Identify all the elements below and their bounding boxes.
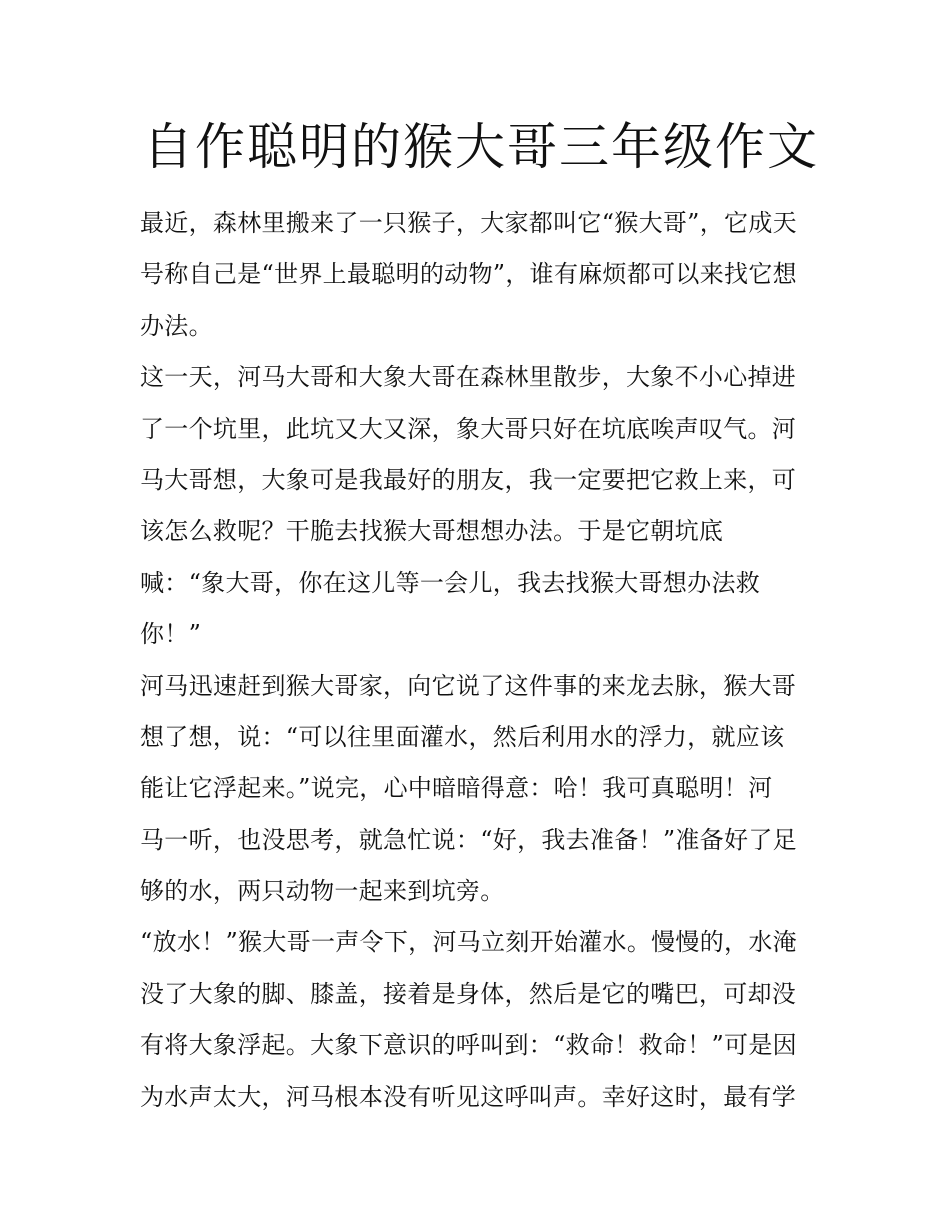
text-line: 这一天，河马大哥和大象大哥在森林里散步，大象不小心掉进 [140,363,797,392]
text-line: 有将大象浮起。大象下意识的呼叫到：“救命！救命！”可是因 [140,1031,797,1060]
document-body [140,198,820,1123]
document-title: 自作聪明的猴大哥三年级作文 [143,118,819,176]
text-line: 没了大象的脚、膝盖，接着是身体，然后是它的嘴巴，可却没 [140,979,797,1008]
text-line: 河马迅速赶到猴大哥家，向它说了这件事的来龙去脉，猴大哥 [140,671,797,700]
text-line: 马一听，也没思考，就急忙说：“好，我去准备！”准备好了足 [140,825,797,854]
text-line: 马大哥想，大象可是我最好的朋友，我一定要把它救上来，可 [140,465,797,494]
text-line: 办法。 [140,311,213,340]
text-line: 为水声太大，河马根本没有听见这呼叫声。幸好这时，最有学 [140,1082,797,1111]
text-line: 最近，森林里搬来了一只猴子，大家都叫它“猴大哥”，它成天 [140,209,797,237]
text-line: 你！” [140,620,202,649]
text-line: 了一个坑里，此坑又大又深，象大哥只好在坑底唉声叹气。河 [140,414,797,443]
text-line: 喊：“象大哥，你在这儿等一会儿，我去找猴大哥想办法救 [140,568,761,597]
text-line: 想了想，说：“可以往里面灌水，然后利用水的浮力，就应该 [140,722,785,751]
text-line: 能让它浮起来。”说完，心中暗暗得意：哈！我可真聪明！河 [140,774,773,803]
text-line: 该怎么救呢？干脆去找猴大哥想想办法。于是它朝坑底 [140,517,724,546]
text-line: “放水！”猴大哥一声令下，河马立刻开始灌水。慢慢的，水淹 [140,928,797,957]
text-line: 够的水，两只动物一起来到坑旁。 [140,877,505,906]
text-line: 号称自己是“世界上最聪明的动物”，谁有麻烦都可以来找它想 [140,260,797,289]
